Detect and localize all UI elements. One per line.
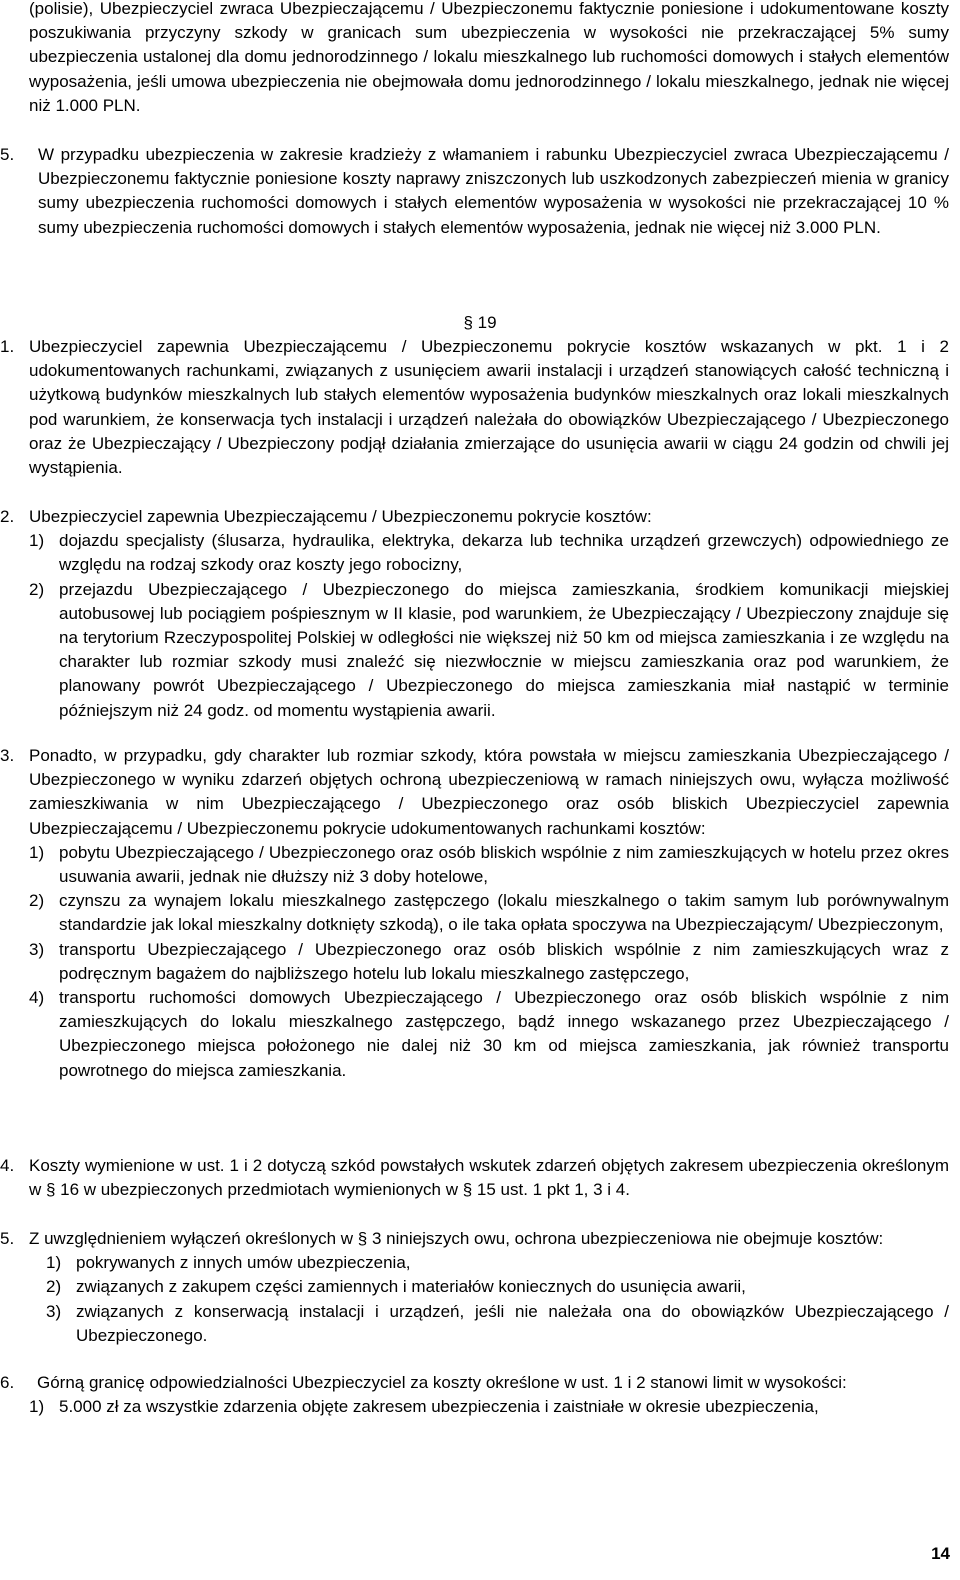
item-3-sub-3 xyxy=(29,938,949,986)
item-5-sub-3-text: związanych z konserwacją instalacji i urządzeń, jeśli nie należała ona do obowiązków Ubezpieczającego / Ubezpieczonego. xyxy=(76,1301,949,1345)
item-4-text: Koszty wymienione w ust. 1 i 2 dotyczą szkód powstałych wskutek zdarzeń objętych zakresem ubezpieczenia określonym w § 16 w ubezpieczonych przedmiotach wymienionych w § 15 ust. 1 pkt 1, 3 i 4. xyxy=(29,1156,949,1200)
item-1-text: Ubezpieczyciel zapewnia Ubezpieczającemu / Ubezpieczonemu pokrycie kosztów wskazanych w pkt. 1 i 2 udokumentowanych rachunkami, związanych z usunięciem awarii instalacji i urządzeń stanowiących całość techniczną i użytkową budynków mieszkalnych lub stałych elementów wyposażenia budynków mieszkalnych oraz lokali mieszkalnych pod warunkiem, że konserwacja tych instalacji i urządzeń należała do obowiązków Ubezpieczającego / Ubezpieczonego oraz że Ubezpieczający / Ubezpieczony podjął działania zmierzające do usunięcia awarii w ciągu 24 godzin od chwili jej wystąpienia. xyxy=(29,337,949,478)
item-5-sub-2-text: związanych z zakupem części zamiennych i materiałów koniecznych do usunięcia awarii, xyxy=(76,1277,746,1297)
item-2 xyxy=(0,505,949,723)
item-2-sub-1 xyxy=(29,529,949,577)
item-5-number: 5. xyxy=(0,1229,15,1248)
item-6-number: 6. xyxy=(0,1373,15,1392)
item-3-sub-1-number: 1) xyxy=(29,842,45,862)
item-4-number: 4. xyxy=(0,1156,15,1175)
item-1 xyxy=(0,335,949,480)
item-6-sub-1 xyxy=(29,1395,949,1419)
prev-item-5-text: W przypadku ubezpieczenia w zakresie kradzieży z włamaniem i rabunku Ubezpieczyciel zwraca Ubezpieczającemu / Ubezpieczonemu faktycznie poniesione koszty naprawy zniszczonych lub uszkodzonych zabezpieczeń mienia w granicy sumy ubezpieczenia ruchomości domowych i stałych elementów wyposażenia w wysokości nie przekraczającej 10 % sumy ubezpieczenia ruchomości domowych i stałych elementów wyposażenia, jednak nie więcej niż 3.000 PLN. xyxy=(38,145,949,237)
item-3-sub-4-number: 4) xyxy=(29,988,45,1008)
item-3-sub-2-text: czynszu za wynajem lokalu mieszkalnego zastępczego (lokalu mieszkalnego o takim samym lub porównywalnym standardzie jak lokal mieszkalny dotknięty szkodą), o ile taka opłata spoczywa na Ubezpieczającym/ Ubezpieczonym, xyxy=(59,891,949,935)
item-1-number: 1. xyxy=(0,337,15,356)
page-number: 14 xyxy=(931,1543,950,1563)
item-4 xyxy=(0,1154,949,1202)
item-5-sub-3 xyxy=(46,1300,949,1348)
item-3-sub-3-number: 3) xyxy=(29,939,45,959)
item-5-sub-1-text: pokrywanych z innych umów ubezpieczenia, xyxy=(76,1253,411,1273)
item-3-sub-2-number: 2) xyxy=(29,891,45,911)
item-2-sub-1-text: dojazdu specjalisty (ślusarza, hydraulika, elektryka, dekarza lub technika urządzeń grzewczych) odpowiedniego ze względu na rodzaj szkody oraz koszty jego robocizny, xyxy=(59,531,949,575)
item-3-sub-3-text: transportu Ubezpieczającego / Ubezpieczonego oraz osób bliskich wspólnie z nim zamieszkujących wraz z podręcznym bagażem do najbliższego hotelu lub lokalu mieszkalnego zastępczego, xyxy=(59,939,949,983)
item-5-sub-1 xyxy=(46,1251,949,1275)
item-5-sub-1-number: 1) xyxy=(46,1253,62,1273)
continuation-paragraph xyxy=(29,0,949,118)
item-2-sub-1-number: 1) xyxy=(29,531,45,551)
item-5-sub-3-number: 3) xyxy=(46,1301,62,1321)
item-3-sub-2 xyxy=(29,889,949,937)
item-6 xyxy=(0,1371,949,1419)
item-5-sub-2-number: 2) xyxy=(46,1277,62,1297)
item-6-sub-1-number: 1) xyxy=(29,1397,45,1417)
item-6-text: Górną granicę odpowiedzialności Ubezpieczyciel za koszty określone w ust. 1 i 2 stanowi limit w wysokości: xyxy=(37,1373,847,1392)
section-heading: § 19 xyxy=(463,313,497,332)
item-2-sub-2-text: przejazdu Ubezpieczającego / Ubezpieczonego do miejsca zamieszkania, środkiem komunikacji miejskiej autobusowej lub pociągiem pośpiesznym w II klasie, pod warunkiem, że Ubezpieczający / Ubezpieczony znajduje się na terytorium Rzeczypospolitej Polskiej w odległości nie większej niż 50 km od miejsca zamieszkania i ze względu na charakter lub rozmiar szkody musi znaleźć się niezwłocznie w miejscu zamieszkania oraz pod warunkiem, że planowany powrót Ubezpieczającego / Ubezpieczonego do miejsca zamieszkania miał nastąpić w terminie późniejszym niż 24 godz. od momentu wystąpienia awarii. xyxy=(59,579,949,720)
item-2-number: 2. xyxy=(0,507,15,526)
item-5 xyxy=(0,1227,949,1348)
item-6-sub-1-text: 5.000 zł za wszystkie zdarzenia objęte zakresem ubezpieczenia i zaistniałe w okresie ubezpieczenia, xyxy=(59,1397,819,1417)
item-3-sub-1 xyxy=(29,841,949,889)
item-3-sub-4-text: transportu ruchomości domowych Ubezpieczającego / Ubezpieczonego oraz osób bliskich wspólnie z nim zamieszkujących do lokalu mieszkalnego zastępczego, bądź innego wskazanego przez Ubezpieczającego / Ubezpieczonego miejsca położonego nie dalej niż 30 km od miejsca zamieszkania, jak również transportu powrotnego do miejsca zamieszkania. xyxy=(59,988,949,1080)
item-3-text: Ponadto, w przypadku, gdy charakter lub rozmiar szkody, która powstała w miejscu zamieszkania Ubezpieczającego / Ubezpieczonego w wyniku zdarzeń objętych ochroną ubezpieczeniową w ramach niniejszych owu, wyłącza możliwość zamieszkiwania w nim Ubezpieczającego / Ubezpieczonego oraz osób bliskich Ubezpieczyciel zapewnia Ubezpieczającemu / Ubezpieczonemu pokrycie udokumentowanych rachunkami kosztów: xyxy=(29,746,949,838)
item-2-sub-2-number: 2) xyxy=(29,579,45,599)
item-3-number: 3. xyxy=(0,746,15,765)
item-2-sub-2 xyxy=(29,578,949,723)
item-3-sub-4 xyxy=(29,986,949,1083)
item-2-text: Ubezpieczyciel zapewnia Ubezpieczającemu / Ubezpieczonemu pokrycie kosztów: xyxy=(29,507,652,526)
item-3 xyxy=(0,744,949,1083)
item-3-sub-1-text: pobytu Ubezpieczającego / Ubezpieczonego oraz osób bliskich wspólnie z nim zamieszkujących w hotelu przez okres usuwania awarii, jednak nie dłuższy niż 3 doby hotelowe, xyxy=(59,842,949,887)
prev-item-5-number: 5. xyxy=(0,145,15,164)
prev-item-5 xyxy=(0,143,949,240)
continuation-text: (polisie), Ubezpieczyciel zwraca Ubezpieczającemu / Ubezpieczonemu faktycznie poniesione i udokumentowane koszty poszukiwania przyczyny szkody w granicach sum ubezpieczenia w wysokości nie przekraczającej 5% sumy ubezpieczenia ustalonej dla domu jednorodzinnego / lokalu mieszkalnego lub ruchomości domowych i stałych elementów wyposażenia, jeśli umowa ubezpieczenia nie obejmowała domu jednorodzinnego / lokalu mieszkalnego, jednak nie więcej niż 1.000 PLN. xyxy=(29,0,949,115)
item-5-sub-2 xyxy=(46,1275,949,1299)
item-5-text: Z uwzględnieniem wyłączeń określonych w § 3 niniejszych owu, ochrona ubezpieczeniowa nie obejmuje kosztów: xyxy=(29,1229,884,1248)
